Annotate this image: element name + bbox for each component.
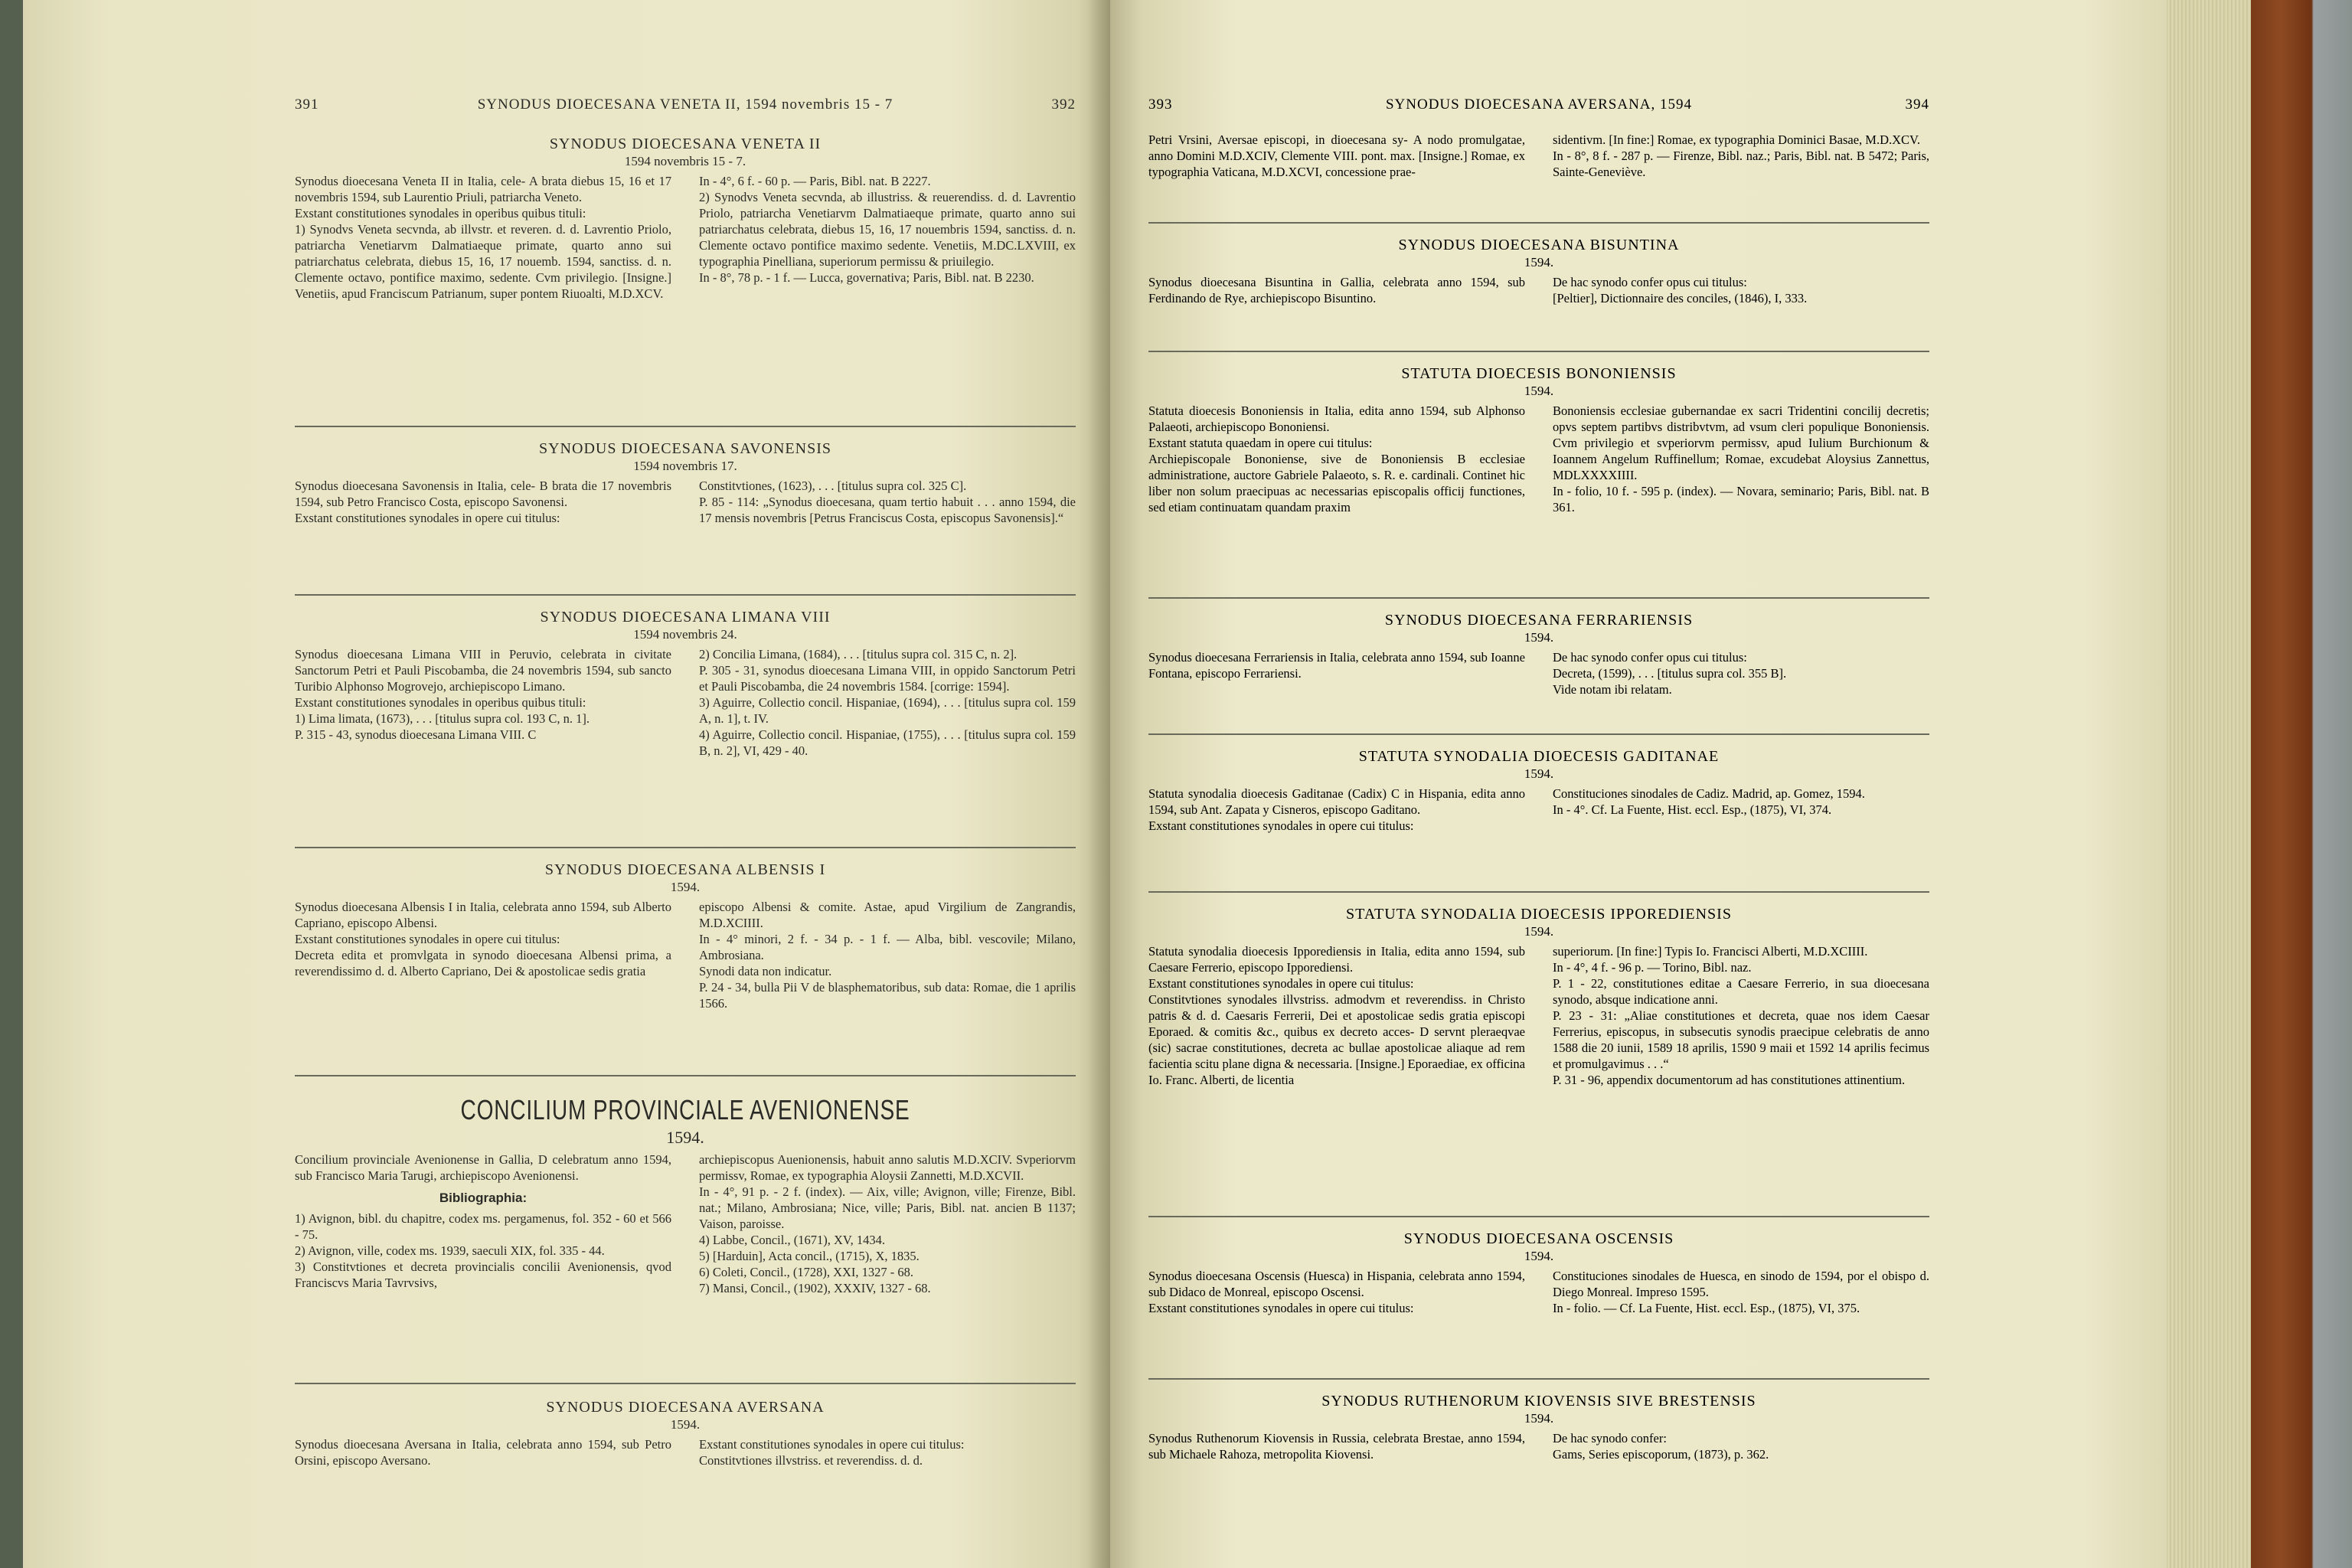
paragraph: Exstant statuta quaedam in opere cui titulus: [1148, 436, 1373, 450]
section-concilium-avenionense [295, 1093, 1076, 1296]
paragraph: Statuta dioecesis Bononiensis in Italia, edita anno 1594, sub Alphonso Palaeoti, archiepiscopo Bononiensi. [1148, 403, 1525, 434]
paragraph: Synodus dioecesana Aversana in Italia, celebrata anno 1594, sub Petro Orsini, episcopo Aversano. [295, 1437, 671, 1468]
paragraph: Concilium provinciale Avenionense in Gallia, D celebratum anno 1594, sub Francisco Maria Tarugi, archiepiscopo Avenionensi. [295, 1152, 671, 1183]
section-title: SYNODUS DIOECESANA VENETA II [549, 136, 822, 152]
paragraph: 5) [Harduin], Acta concil., (1715), X, 1835. [699, 1249, 920, 1263]
column-1 [295, 899, 671, 1011]
page-number-392: 392 [1051, 96, 1076, 113]
divider [1148, 891, 1929, 893]
paragraph: 2) Avignon, ville, codex ms. 1939, saeculi XIX, fol. 335 - 44. [295, 1243, 605, 1258]
section-title: SYNODUS DIOECESANA LIMANA VIII [540, 609, 831, 626]
paragraph: P. 305 - 31, synodus dioecesana Limana VIII, in oppido Sanctorum Petri et Pauli Piscobamba, die 24 novembris 1584. [corrige: 1594]. [699, 663, 1076, 694]
column-2 [1553, 132, 1929, 180]
column-1 [1148, 786, 1525, 834]
paragraph: In - 4°, 91 p. - 2 f. (index). — Aix, ville; Avignon, ville; Firenze, Bibl. nat.; Milano, Ambrosiana; Nice, ville; Paris, Bibl. nat. ancien B 1137; Vaison, paroisse. [699, 1184, 1076, 1231]
paragraph: P. 23 - 31: „Aliae constitutiones et decreta, quae nos idem Caesar Ferrerius, episcopus, in subsecutis synodis praecipue celebratis de anno 1588 die 20 iunii, 1589 18 aprilis, 1590 9 maii et 1592 14 aprilis fecimus et promulgavimus . . .“ [1553, 1008, 1929, 1071]
column-1 [1148, 403, 1525, 515]
section-title: SYNODUS DIOECESANA SAVONENSIS [538, 440, 832, 457]
page-edges [2167, 0, 2251, 1568]
section-title: SYNODUS DIOECESANA OSCENSIS [1403, 1230, 1674, 1247]
column-2 [699, 1436, 1076, 1468]
paragraph: 1) Synodvs Veneta secvnda, ab illvstr. et reveren. d. d. Lavrentio Priolo, patriarcha Venetiarvm Dalmatiaeque primate, quarto anno sui patriarchatus celebrata, diebus 15, 16, 17 nouemb. 1594, sanctiss. d. n. Clemente octavo, pontifice maximo, sedente. Cvm privilegio. [Insigne.] Venetiis, apud Franciscum Patrianum, super pontem Riuoalti, M.D.XCV. [295, 222, 671, 301]
paragraph: Constitvtiones illvstriss. et reverendiss. d. d. [699, 1453, 923, 1468]
paragraph: 6) Coleti, Concil., (1728), XXI, 1327 - 68. [699, 1265, 914, 1279]
column-2 [699, 899, 1076, 1011]
section-aversana [295, 1398, 1076, 1468]
paragraph: De hac synodo confer opus cui titulus: [1553, 275, 1747, 289]
section-title: STATUTA DIOECESIS BONONIENSIS [1401, 365, 1677, 382]
paragraph: Exstant constitutiones synodales in opere cui titulus: [1148, 818, 1414, 833]
bibliography-heading: Bibliographia: [439, 1191, 528, 1205]
section-date: 1594. [670, 880, 701, 894]
paragraph: 2) Concilia Limana, (1684), . . . [titulus supra col. 315 C, n. 2]. [699, 647, 1018, 662]
section-date: 1594. [1524, 255, 1554, 270]
column-2 [699, 478, 1076, 526]
divider [1148, 1216, 1929, 1217]
paragraph: Statuta synodalia dioecesis Ipporediensis in Italia, edita anno 1594, sub Caesare Ferrerio, episcopo Ipporediensi. [1148, 944, 1525, 975]
divider [1148, 1378, 1929, 1380]
paragraph: Decreta edita et promvlgata in synodo dioecesana Albensi prima, a reverendissimo d. d. Alberto Capriano, Dei & apostolicae sedis gratia [295, 948, 671, 978]
section-albensis [295, 861, 1076, 1011]
paragraph: Exstant constitutiones synodales in opere cui titulus: [1148, 1301, 1414, 1315]
paragraph: Synodi data non indicatur. [699, 964, 832, 978]
paragraph: 4) Labbe, Concil., (1671), XV, 1434. [699, 1233, 886, 1247]
paragraph: In - 8°, 78 p. - 1 f. — Lucca, governativa; Paris, Bibl. nat. B 2230. [699, 270, 1034, 285]
paragraph: 1) Lima limata, (1673), . . . [titulus supra col. 193 C, n. 1]. [295, 711, 590, 726]
paragraph: Archiepiscopale Bononiense, sive de Bononiensis B ecclesiae administratione, auctore Gabriele Palaeoto, s. R. e. cardinali. Continet hic liber non solum praecipuas ac necessarias episcopalis officij functiones, sed etiam continuatam quandam praxim [1148, 452, 1525, 514]
section-date: 1594. [1524, 1411, 1554, 1426]
column-2 [1553, 1268, 1929, 1316]
paragraph: In - 8°, 8 f. - 287 p. — Firenze, Bibl. naz.; Paris, Bibl. nat. B 5472; Paris, Sainte-Geneviève. [1553, 149, 1929, 179]
paragraph: Synodus dioecesana Oscensis (Huesca) in Hispania, celebrata anno 1594, sub Didaco de Monreal, episcopo Oscensi. [1148, 1269, 1525, 1299]
section-date: 1594. [670, 1417, 701, 1432]
paragraph: 2) Synodvs Veneta secvnda, ab illustriss. & reuerendiss. d. d. Lavrentio Priolo, patriarcha Venetiarvm Dalmatiaeque primate, quarto anno sui patriarchatus celebrata, diebus 15, 16, 17 nouembris 1594, sanctiss. d. n. Clemente octavo pontifice maximo sedente. Venetiis, M.DC.LXVIII, ex typographia Pinelliana, superiorum permissu & priuilegio. [699, 190, 1076, 269]
paragraph: In - folio, 10 f. - 595 p. (index). — Novara, seminario; Paris, Bibl. nat. B 361. [1553, 484, 1929, 514]
paragraph: Synodus dioecesana Limana VIII in Peruvio, celebrata in civitate Sanctorum Petri et Pauli Piscobamba, die 24 novembris 1594, sub sancto Turibio Alphonso Mogrovejo, archiepiscopo Limano. [295, 647, 671, 694]
column-2 [699, 173, 1076, 302]
column-2 [1553, 943, 1929, 1088]
column-1 [295, 478, 671, 526]
paragraph: Bononiensis ecclesiae gubernandae ex sacri Tridentini concilij decretis; opvs septem partibvs distribvtvm, ad vsum cleri populique Bononiensis. Cvm privilegio et svperiorvm permissv, apud Iulium Burchionum & Ioannem Angelum Ruffinellum; Romae, excudebat Aloysius Zannettus, MDLXXXXIIII. [1553, 403, 1929, 482]
paragraph: 3) Constitvtiones et decreta provincialis concilii Avenionensis, qvod Franciscvs Maria Tavrvsivs, [295, 1259, 671, 1290]
column-2 [1553, 786, 1929, 834]
section-ruthenorum [1148, 1392, 1929, 1462]
section-title: SYNODUS DIOECESANA FERRARIENSIS [1384, 612, 1694, 629]
column-1 [295, 1436, 671, 1468]
column-1 [1148, 1430, 1525, 1462]
column-1 [1148, 1268, 1525, 1316]
paragraph: superiorum. [In fine:] Typis Io. Francisci Alberti, M.D.XCIIII. [1553, 944, 1868, 959]
paragraph: Exstant constitutiones synodales in opere cui titulus: [1148, 976, 1414, 991]
page-number-393: 393 [1148, 96, 1173, 113]
section-veneta [295, 135, 1076, 302]
divider [295, 1075, 1076, 1076]
divider [295, 594, 1076, 596]
paragraph: Synodus dioecesana Ferrariensis in Italia, celebrata anno 1594, sub Ioanne Fontana, episcopo Ferrariensi. [1148, 650, 1525, 681]
page-number-391: 391 [295, 96, 319, 113]
page-number-394: 394 [1905, 96, 1929, 113]
column-2 [699, 1152, 1076, 1296]
paragraph: 1) Avignon, bibl. du chapitre, codex ms. pergamenus, fol. 352 - 60 et 566 - 75. [295, 1211, 671, 1242]
section-bononiensis [1148, 364, 1929, 515]
column-2 [1553, 649, 1929, 697]
paragraph: Constitvtiones synodales illvstriss. admodvm et reverendiss. in Christo patris & d. d. Caesaris Ferrerii, Dei et apostolicae sedis gratia episcopi Eporaed. & comitis &c., quibus ex decreto acces- D servnt pleraeqvae (sic) sacrae constitutiones, decreta ac bullae apostolicae aliaque ad rem facientia scitu plane digna & necessaria. [Insigne.] Eporaediae, ex officina Io. Franc. Alberti, de licentia [1148, 992, 1525, 1087]
paragraph: P. 315 - 43, synodus dioecesana Limana VIII. C [295, 727, 537, 742]
section-aversana-continued [1148, 132, 1929, 180]
section-date: 1594. [1524, 1249, 1554, 1263]
paragraph: In - 4°. Cf. La Fuente, Hist. eccl. Esp., (1875), VI, 374. [1553, 802, 1832, 817]
section-ferrariensis [1148, 611, 1929, 697]
paragraph: 4) Aguirre, Collectio concil. Hispaniae, (1755), . . . [titulus supra col. 159 B, n. 2], VI, 429 - 40. [699, 727, 1076, 758]
divider [1148, 351, 1929, 352]
paragraph: [Peltier], Dictionnaire des conciles, (1846), I, 333. [1553, 291, 1808, 305]
section-savonensis [295, 439, 1076, 526]
paragraph: Exstant constitutiones synodales in opere cui titulus: [295, 511, 560, 525]
section-date: 1594 novembris 24. [633, 627, 737, 642]
paragraph: Synodus dioecesana Veneta II in Italia, cele- A brata diebus 15, 16 et 17 novembris 1594, sub Laurentio Priuli, patriarcha Veneto. [295, 174, 671, 204]
paragraph: 3) Aguirre, Collectio concil. Hispaniae, (1694), . . . [titulus supra col. 159 A, n. 1], t. IV. [699, 695, 1076, 726]
paragraph: In - 4°, 6 f. - 60 p. — Paris, Bibl. nat. B 2227. [699, 174, 931, 188]
column-1 [1148, 943, 1525, 1088]
column-1 [1148, 274, 1525, 306]
divider [1148, 733, 1929, 735]
section-bisuntina [1148, 236, 1929, 306]
paragraph: episcopo Albensi & comite. Astae, apud Virgilium de Zangrandis, M.D.XCIIII. [699, 900, 1076, 930]
paragraph: Exstant constitutiones synodales in operibus quibus tituli: [295, 695, 586, 710]
paragraph: P. 85 - 114: „Synodus dioecesana, quam tertio habuit . . . anno 1594, die 17 mensis novembris [Petrus Franciscus Costa, episcopus Savonensis].“ [699, 495, 1076, 525]
paragraph: De hac synodo confer opus cui titulus: [1553, 650, 1747, 665]
section-title: SYNODUS RUTHENORUM KIOVENSIS SIVE BRESTENSIS [1321, 1393, 1756, 1410]
section-title: STATUTA SYNODALIA DIOECESIS GADITANAE [1358, 748, 1720, 765]
running-head-title: SYNODUS DIOECESANA VENETA II, 1594 novembris 15 - 7 [477, 96, 893, 113]
column-1 [295, 1152, 671, 1296]
section-title: STATUTA SYNODALIA DIOECESIS IPPOREDIENSIS [1346, 906, 1732, 923]
paragraph: De hac synodo confer: [1553, 1431, 1667, 1446]
paragraph: Synodus Ruthenorum Kiovensis in Russia, celebrata Brestae, anno 1594, sub Michaele Rahoza, metropolita Kiovensi. [1148, 1431, 1525, 1462]
divider [295, 426, 1076, 427]
paragraph: Exstant constitutiones synodales in opere cui titulus: [699, 1437, 965, 1452]
section-title: SYNODUS DIOECESANA AVERSANA [546, 1399, 825, 1416]
column-2 [1553, 274, 1929, 306]
book-cover [2251, 0, 2352, 1568]
paragraph: Synodus dioecesana Savonensis in Italia, cele- B brata die 17 novembris 1594, sub Petro Francisco Costa, episcopo Savonensi. [295, 479, 671, 509]
paragraph: In - 4° minori, 2 f. - 34 p. - 1 f. — Alba, bibl. vescovile; Milano, Ambrosiana. [699, 932, 1076, 962]
paragraph: Synodus dioecesana Albensis I in Italia, celebrata anno 1594, sub Alberto Capriano, episcopo Albensi. [295, 900, 671, 930]
paragraph: 7) Mansi, Concil., (1902), XXXIV, 1327 - 68. [699, 1281, 931, 1295]
paragraph: P. 31 - 96, appendix documentorum ad has constitutiones attinentium. [1553, 1073, 1906, 1087]
column-1 [295, 173, 671, 302]
left-page [23, 0, 1110, 1568]
section-gaditanae [1148, 747, 1929, 834]
paragraph: Constituciones sinodales de Cadiz. Madrid, ap. Gomez, 1594. [1553, 786, 1865, 801]
section-date: 1594. [1524, 630, 1554, 645]
concilium-title: CONCILIUM PROVINCIALE AVENIONENSE [460, 1094, 910, 1125]
paragraph: Decreta, (1599), . . . [titulus supra col. 355 B]. [1553, 666, 1787, 681]
paragraph: Petri Vrsini, Aversae episcopi, in dioecesana sy- A nodo promulgatae, anno Domini M.D.XCIV, Clemente VIII. pont. max. [Insigne.] Romae, ex typographia Vaticana, M.D.XCVI, concessione prae- [1148, 132, 1525, 179]
divider [1148, 597, 1929, 599]
section-date: 1594. [1524, 384, 1554, 398]
column-2 [699, 646, 1076, 759]
paragraph: archiepiscopus Auenionensis, habuit anno salutis M.D.XCIV. Svperiorvm permissv, Romae, ex typographia Aloysii Zannetti, M.D.XCVII. [699, 1152, 1076, 1183]
paragraph: Exstant constitutiones synodales in operibus quibus tituli: [295, 206, 586, 220]
paragraph: Statuta synodalia dioecesis Gaditanae (Cadix) C in Hispania, edita anno 1594, sub Ant. Zapata y Cisneros, episcopo Gaditano. [1148, 786, 1525, 817]
column-2 [1553, 403, 1929, 515]
paragraph: In - folio. — Cf. La Fuente, Hist. eccl. Esp., (1875), VI, 375. [1553, 1301, 1860, 1315]
paragraph: Exstant constitutiones synodales in opere cui titulus: [295, 932, 560, 946]
column-1 [1148, 132, 1525, 180]
paragraph: Synodus dioecesana Bisuntina in Gallia, celebrata anno 1594, sub Ferdinando de Rye, archiepiscopo Bisuntino. [1148, 275, 1525, 305]
paragraph: sidentivm. [In fine:] Romae, ex typographia Dominici Basae, M.D.XCV. [1553, 132, 1920, 147]
section-date: 1594. [1524, 766, 1554, 781]
divider [295, 1383, 1076, 1384]
section-ipporediensis [1148, 905, 1929, 1088]
paragraph: P. 24 - 34, bulla Pii V de blasphematoribus, sub data: Romae, die 1 aprilis 1566. [699, 980, 1076, 1011]
section-title: SYNODUS DIOECESANA ALBENSIS I [544, 861, 826, 878]
column-2 [1553, 1430, 1929, 1462]
section-date: 1594. [666, 1128, 704, 1147]
column-1 [295, 646, 671, 759]
paragraph: Vide notam ibi relatam. [1553, 682, 1672, 697]
section-limana [295, 608, 1076, 759]
left-running-head [295, 90, 1076, 118]
paragraph: Gams, Series episcoporum, (1873), p. 362. [1553, 1447, 1769, 1462]
section-date: 1594 novembris 17. [633, 459, 737, 473]
column-1 [1148, 649, 1525, 697]
divider [1148, 222, 1929, 224]
paragraph: P. 1 - 22, constitutiones editae a Caesare Ferrerio, in sua dioecesana synodo, absque indicatione anni. [1553, 976, 1929, 1007]
section-date: 1594 novembris 15 - 7. [624, 154, 746, 168]
running-head-title: SYNODUS DIOECESANA AVERSANA, 1594 [1385, 96, 1693, 113]
section-title: SYNODUS DIOECESANA BISUNTINA [1398, 237, 1680, 253]
right-running-head [1148, 90, 1929, 118]
paragraph: In - 4°, 4 f. - 96 p. — Torino, Bibl. naz. [1553, 960, 1752, 975]
paragraph: Constituciones sinodales de Huesca, en sinodo de 1594, por el obispo d. Diego Monreal. Impreso 1595. [1553, 1269, 1929, 1299]
paragraph: Constitvtiones, (1623), . . . [titulus supra col. 325 C]. [699, 479, 967, 493]
section-date: 1594. [1524, 924, 1554, 939]
section-oscensis [1148, 1230, 1929, 1316]
divider [295, 847, 1076, 848]
